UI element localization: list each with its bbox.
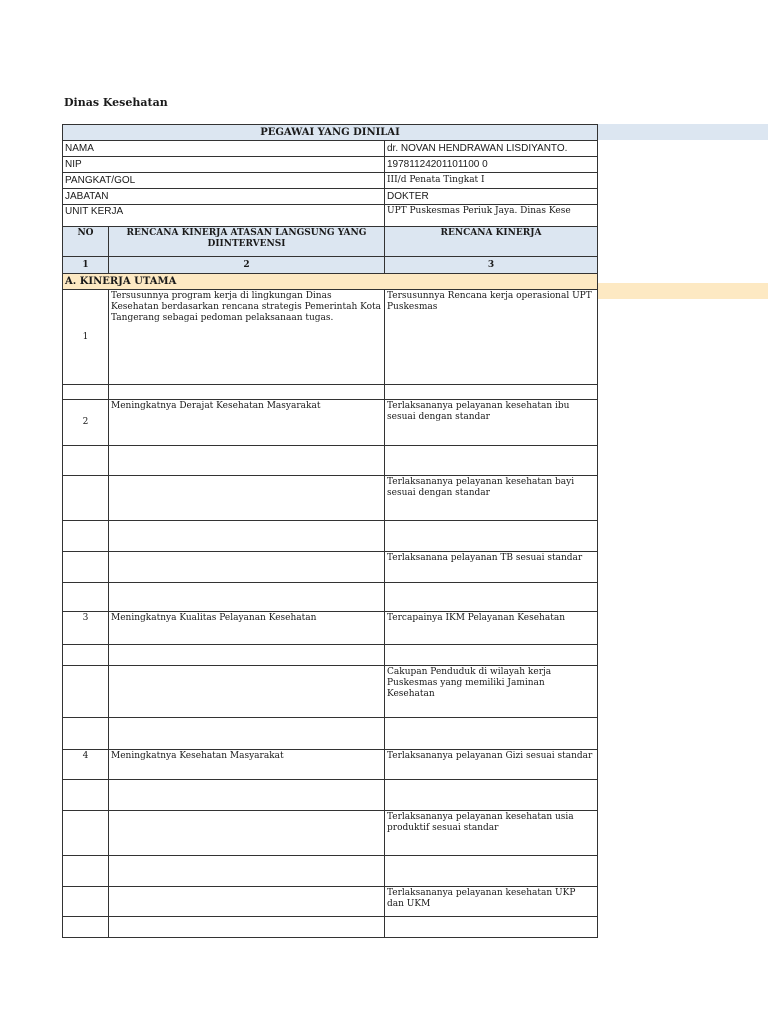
row-no <box>63 552 109 583</box>
table-row <box>63 718 598 750</box>
row-no <box>63 666 109 718</box>
row-no <box>63 521 109 552</box>
row-kinerja <box>385 521 598 552</box>
row-atasan <box>109 645 385 666</box>
row-atasan <box>109 856 385 887</box>
row-kinerja: Terlaksananya pelayanan kesehatan bayi sesuai dengan standar <box>385 476 598 521</box>
row-no <box>63 780 109 811</box>
row-kinerja <box>385 446 598 476</box>
pegawai-header: PEGAWAI YANG DINILAI <box>63 125 598 141</box>
row-no <box>63 811 109 856</box>
pegawai-value: UPT Puskesmas Periuk Jaya. Dinas Kese <box>385 205 598 227</box>
row-kinerja <box>385 385 598 400</box>
table-row <box>63 521 598 552</box>
pegawai-value: DOKTER <box>385 189 598 205</box>
row-atasan <box>109 476 385 521</box>
row-kinerja <box>385 583 598 612</box>
row-atasan: Meningkatnya Kesehatan Masyarakat <box>109 750 385 780</box>
row-kinerja: Terlaksananya pelayanan kesehatan usia produktif sesuai standar <box>385 811 598 856</box>
document-title: Dinas Kesehatan <box>64 96 168 109</box>
row-no: 2 <box>63 400 109 446</box>
row-kinerja <box>385 718 598 750</box>
table-row <box>63 750 598 780</box>
row-atasan <box>109 811 385 856</box>
pegawai-row-nama <box>63 141 598 157</box>
pegawai-row-pangkat <box>63 173 598 189</box>
pegawai-value: III/d Penata Tingkat I <box>385 173 598 189</box>
row-kinerja <box>385 645 598 666</box>
row-no <box>63 476 109 521</box>
pegawai-value: 19781124201101100 0 <box>385 157 598 173</box>
table-row <box>63 385 598 400</box>
row-atasan <box>109 887 385 917</box>
pegawai-row-nip <box>63 157 598 173</box>
column-number: 1 <box>63 257 109 274</box>
row-kinerja: Terlaksananya pelayanan Gizi sesuai standar <box>385 750 598 780</box>
row-kinerja <box>385 917 598 938</box>
pegawai-row-jabatan <box>63 189 598 205</box>
row-kinerja <box>385 856 598 887</box>
pegawai-label: NAMA <box>63 141 385 157</box>
table-row <box>63 887 598 917</box>
table-row <box>63 917 598 938</box>
row-no <box>63 718 109 750</box>
row-kinerja: Cakupan Penduduk di wilayah kerja Puskesmas yang memiliki Jaminan Kesehatan <box>385 666 598 718</box>
row-atasan <box>109 583 385 612</box>
row-atasan: Meningkatnya Derajat Kesehatan Masyarakat <box>109 400 385 446</box>
row-atasan: Tersusunnya program kerja di lingkungan Dinas Kesehatan berdasarkan rencana strategis Pemerintah Kota Tangerang sebagai pedoman pelaksanaan tugas. <box>109 290 385 385</box>
row-kinerja: Tercapainya IKM Pelayanan Kesehatan <box>385 612 598 645</box>
column-header-no: NO <box>63 227 109 257</box>
row-atasan <box>109 385 385 400</box>
row-kinerja <box>385 780 598 811</box>
row-no: 4 <box>63 750 109 780</box>
header-fill-extension <box>597 124 768 140</box>
row-atasan <box>109 446 385 476</box>
section-title: A. KINERJA UTAMA <box>63 274 598 290</box>
row-kinerja: Terlaksananya pelayanan kesehatan ibu sesuai dengan standar <box>385 400 598 446</box>
pegawai-label: PANGKAT/GOL <box>63 173 385 189</box>
kinerja-table <box>62 124 598 938</box>
table-row <box>63 476 598 521</box>
row-atasan <box>109 718 385 750</box>
column-number: 3 <box>385 257 598 274</box>
row-no: 1 <box>63 290 109 385</box>
row-no: 3 <box>63 612 109 645</box>
row-no <box>63 887 109 917</box>
table-row <box>63 811 598 856</box>
pegawai-value: dr. NOVAN HENDRAWAN LISDIYANTO. <box>385 141 598 157</box>
table-row <box>63 645 598 666</box>
row-no <box>63 446 109 476</box>
row-atasan <box>109 521 385 552</box>
row-atasan: Meningkatnya Kualitas Pelayanan Kesehatan <box>109 612 385 645</box>
table-row <box>63 446 598 476</box>
row-atasan <box>109 666 385 718</box>
row-kinerja: Tersusunnya Rencana kerja operasional UPT Puskesmas <box>385 290 598 385</box>
table-row <box>63 552 598 583</box>
row-no <box>63 856 109 887</box>
pegawai-label: JABATAN <box>63 189 385 205</box>
table-row <box>63 612 598 645</box>
row-atasan <box>109 552 385 583</box>
row-no <box>63 917 109 938</box>
pegawai-label: UNIT KERJA <box>63 205 385 227</box>
row-no <box>63 583 109 612</box>
table-row <box>63 583 598 612</box>
row-no <box>63 645 109 666</box>
pegawai-row-unit <box>63 205 598 227</box>
column-header-atasan: RENCANA KINERJA ATASAN LANGSUNG YANG DIINTERVENSI <box>109 227 385 257</box>
table-row <box>63 400 598 446</box>
section-fill-extension <box>597 283 768 299</box>
table-row <box>63 290 598 385</box>
row-kinerja: Terlaksanana pelayanan TB sesuai standar <box>385 552 598 583</box>
table-row <box>63 856 598 887</box>
pegawai-label: NIP <box>63 157 385 173</box>
column-number: 2 <box>109 257 385 274</box>
column-header-kinerja: RENCANA KINERJA <box>385 227 598 257</box>
row-atasan <box>109 917 385 938</box>
row-no <box>63 385 109 400</box>
row-kinerja: Terlaksananya pelayanan kesehatan UKP dan UKM <box>385 887 598 917</box>
row-atasan <box>109 780 385 811</box>
table-row <box>63 666 598 718</box>
table-row <box>63 780 598 811</box>
